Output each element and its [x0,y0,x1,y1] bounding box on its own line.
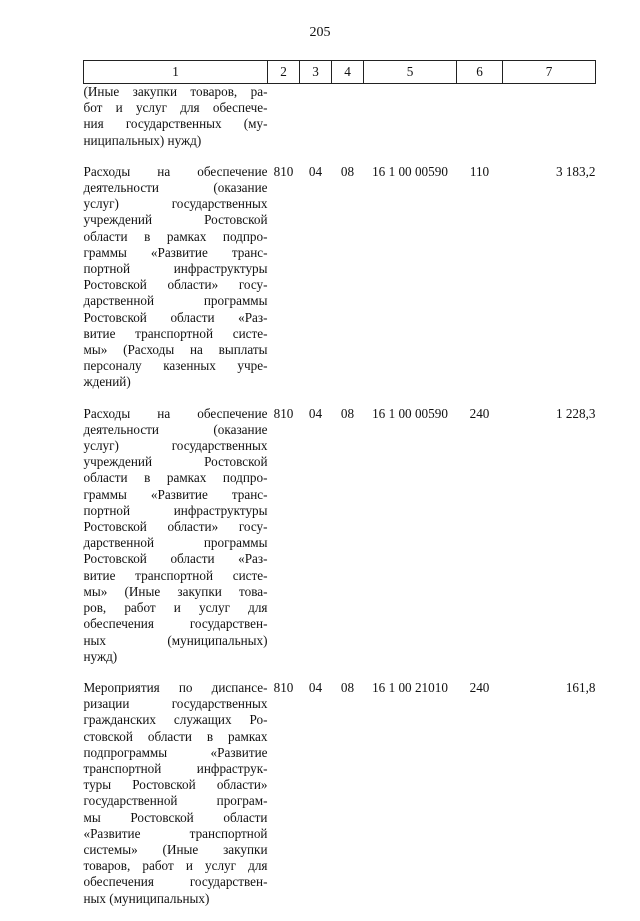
description-line: ных (муниципальных) [83,632,268,648]
description-line: «Развитие транспортной [83,825,268,841]
ministry-code: 810 [273,163,294,179]
table-row [84,163,596,405]
row-description [84,163,268,405]
budget-table [83,60,596,921]
description-line: ния государственных (му- [83,116,268,132]
expense-type-code: 110 [469,163,490,179]
description-line: обеспечения государствен- [83,874,268,890]
description-line: (Иные закупки товаров, ра- [83,84,268,99]
description-line: Расходы на обеспечение [83,163,268,179]
description-line: ров, работ и услуг для [83,600,268,616]
description-line: транспортной инфраструк- [83,760,268,776]
row-description [84,405,268,679]
amount-value: 3 183,2 [555,163,596,179]
description-line: персоналу казенных учре- [83,358,268,374]
section-code: 04 [308,163,323,179]
column-header: 7 [503,61,596,84]
description-line: товаров, работ и услуг для [83,858,268,874]
description-line: области в рамках подпро- [83,228,268,244]
table-row [84,679,596,921]
description-line: деятельности (оказание [83,421,268,437]
description-line: учреждений Ростовской [83,212,268,228]
description-line: Ростовской области» госу- [83,519,268,535]
section-code [300,84,332,163]
description-line: Мероприятия по диспансе- [83,679,268,695]
ministry-code [268,84,300,163]
description-line: системы» (Иные закупки [83,841,268,857]
column-header: 2 [268,61,300,84]
row-description [84,679,268,921]
description-line: ризации государственных [83,696,268,712]
description-line: портной инфраструктуры [83,502,268,518]
description-line: туры Ростовской области» [83,777,268,793]
expense-type-code: 240 [469,679,490,695]
ministry-code: 810 [273,679,294,695]
description-line: государственной програм- [83,793,268,809]
description-line: деятельности (оказание [83,180,268,196]
page-number: 205 [309,25,331,40]
column-header: 5 [364,61,457,84]
description-line: Ростовской области «Раз- [83,309,268,325]
expense-type-code: 240 [469,405,490,421]
table-row [84,84,596,163]
amount-value [503,84,596,163]
section-code: 04 [308,405,323,421]
description-line: граммы «Развитие транс- [83,486,268,502]
description-line: подпрограммы «Развитие [83,744,268,760]
column-header: 4 [332,61,364,84]
description-line: учреждений Ростовской [83,454,268,470]
column-header: 3 [300,61,332,84]
target-article-code [364,84,457,163]
section-code: 04 [308,679,323,695]
description-line: мы» (Расходы на выплаты [83,342,268,358]
row-description [84,84,268,163]
column-header: 1 [84,61,268,84]
expense-type-code [457,84,503,163]
description-line: услуг) государственных [83,438,268,454]
header-row [84,61,596,84]
description-line: области в рамках подпро- [83,470,268,486]
table-row [84,405,596,679]
description-line: обеспечения государствен- [83,616,268,632]
subsection-code: 08 [340,679,355,695]
target-article-code: 16 1 00 00590 [372,405,448,421]
description-line: Расходы на обеспечение [83,405,268,421]
description-line: мы» (Иные закупки това- [83,583,268,599]
description-line: услуг) государственных [83,196,268,212]
target-article-code: 16 1 00 00590 [372,163,448,179]
description-line: ждений) [83,374,131,390]
description-line: нужд) [83,648,118,664]
description-line: дарственной программы [83,535,268,551]
description-line: гражданских служащих Ро- [83,712,268,728]
description-line: портной инфраструктуры [83,261,268,277]
description-line: ных (муниципальных) [83,890,210,906]
column-header: 6 [457,61,503,84]
amount-value: 1 228,3 [555,405,596,421]
subsection-code: 08 [340,163,355,179]
description-line: стовской области в рамках [83,728,268,744]
target-article-code: 16 1 00 21010 [372,679,448,695]
ministry-code: 810 [273,405,294,421]
description-line: бот и услуг для обеспече- [83,100,268,116]
amount-value: 161,8 [565,679,596,695]
description-line: дарственной программы [83,293,268,309]
description-line: витие транспортной систе- [83,325,268,341]
description-line: Ростовской области «Раз- [83,551,268,567]
description-line: граммы «Развитие транс- [83,244,268,260]
description-line: мы Ростовской области [83,809,268,825]
description-line: ниципальных) нужд) [83,132,202,148]
description-line: витие транспортной систе- [83,567,268,583]
subsection-code [332,84,364,163]
description-line: Ростовской области» госу- [83,277,268,293]
subsection-code: 08 [340,405,355,421]
